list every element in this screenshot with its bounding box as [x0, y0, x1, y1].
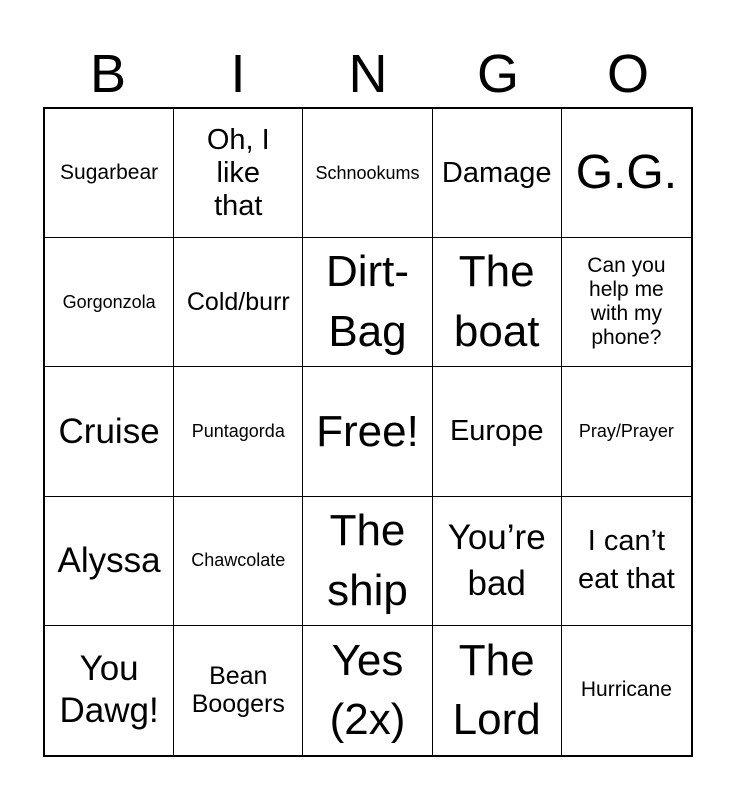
cell-text: You Dawg! — [59, 648, 159, 731]
cell-text: Oh, I like that — [206, 123, 270, 222]
bingo-cell[interactable] — [174, 497, 303, 626]
bingo-cell[interactable] — [174, 238, 303, 367]
cell-text: The Lord — [452, 635, 541, 745]
bingo-cell[interactable] — [45, 109, 174, 238]
cell-text: Puntagorda — [191, 421, 285, 442]
cell-text: The ship — [327, 505, 408, 615]
cell-text: The boat — [453, 247, 540, 357]
free-space-text: Free! — [316, 406, 419, 456]
header-letter-i: I — [230, 44, 246, 104]
bingo-cell[interactable] — [303, 238, 432, 367]
bingo-cell[interactable] — [433, 626, 562, 755]
free-space-cell[interactable] — [303, 367, 432, 496]
cell-text: Schnookums — [315, 162, 420, 183]
bingo-cell[interactable] — [433, 497, 562, 626]
cell-text: Dirt- Bag — [325, 247, 410, 357]
header-letter-b: B — [89, 44, 127, 104]
cell-text: Cruise — [58, 411, 160, 451]
bingo-cell[interactable] — [562, 367, 691, 496]
bingo-cell[interactable] — [433, 109, 562, 238]
cell-text: Hurricane — [580, 678, 672, 702]
bingo-cell[interactable] — [45, 497, 174, 626]
cell-text: I can’t eat that — [578, 525, 675, 595]
bingo-cell[interactable] — [45, 238, 174, 367]
bingo-cell[interactable] — [433, 238, 562, 367]
bingo-board — [43, 107, 693, 757]
cell-text: Bean Boogers — [191, 661, 285, 719]
bingo-cell[interactable] — [433, 367, 562, 496]
cell-text: Alyssa — [57, 540, 161, 580]
cell-text: Pray/Prayer — [578, 421, 674, 442]
cell-text: Gorgonzola — [62, 292, 156, 313]
cell-text: Yes (2x) — [329, 635, 406, 745]
cell-text: Chawcolate — [191, 550, 286, 571]
cell-text: Sugarbear — [60, 161, 159, 185]
bingo-cell[interactable] — [562, 626, 691, 755]
cell-text: G.G. — [575, 145, 678, 199]
bingo-cell[interactable] — [303, 497, 432, 626]
bingo-cell[interactable] — [45, 367, 174, 496]
cell-text: Cold/burr — [186, 288, 290, 317]
bingo-cell[interactable] — [562, 238, 691, 367]
cell-text: Europe — [449, 414, 544, 447]
cell-text: Damage — [441, 156, 552, 189]
cell-text: You’re bad — [447, 518, 546, 603]
header-letter-g: G — [476, 44, 519, 104]
bingo-cell[interactable] — [303, 626, 432, 755]
bingo-cell[interactable] — [174, 626, 303, 755]
header-letter-o: O — [606, 44, 649, 104]
bingo-cell[interactable] — [174, 367, 303, 496]
bingo-header — [43, 42, 693, 106]
cell-text: Can you help me with my phone? — [587, 254, 666, 350]
bingo-cell[interactable] — [174, 109, 303, 238]
bingo-cell[interactable] — [303, 109, 432, 238]
header-letter-n: N — [348, 44, 388, 104]
bingo-cell[interactable] — [45, 626, 174, 755]
bingo-cell[interactable] — [562, 497, 691, 626]
bingo-cell[interactable] — [562, 109, 691, 238]
